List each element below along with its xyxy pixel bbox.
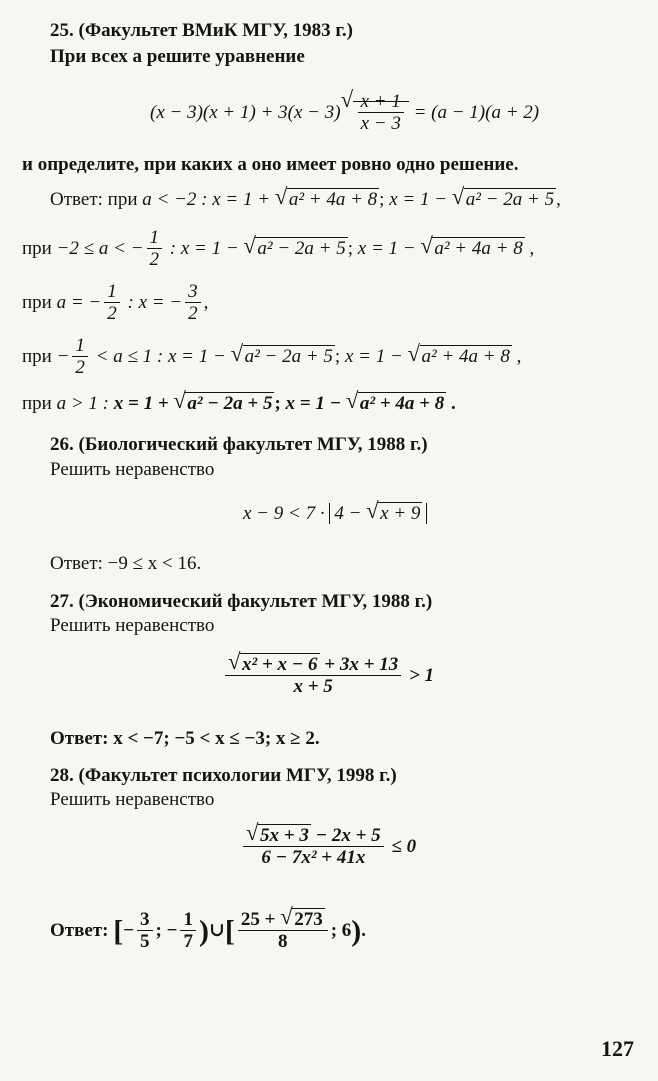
problem-25-equation — [150, 92, 539, 135]
page-number: 127 — [601, 1036, 634, 1061]
answer-condition: a < −2 : — [142, 189, 208, 210]
ineq26-lhs: x − 9 < 7 · — [243, 503, 330, 524]
answer-fraction: $\frac{1}{2}$ — [72, 336, 88, 379]
problem-28-answer: Ответ: [− $\frac{3}{5}$ ; − $\frac{1}{7}$ )∪[ $\frac{25 + √ 273}{8}$ ; 6). — [50, 910, 366, 953]
answer-condition-end: : — [165, 237, 177, 259]
answer-x2: x = 1 − — [344, 345, 408, 367]
answer-sqrt-1: √ a² − 2a + 5 — [243, 238, 347, 260]
answer-sep: ; — [334, 345, 345, 367]
answer-end: , — [511, 345, 522, 367]
answer-fraction: $\frac{1}{2}$ — [147, 228, 163, 271]
p25-answer-line-1 — [50, 189, 561, 211]
eq25-sqrt — [341, 92, 409, 135]
answer-mid: : x = − — [122, 291, 183, 313]
problem-27-heading: 27. (Экономический факультет МГУ, 1988 г.) — [50, 591, 433, 612]
ineq28-relation: ≤ 0 — [386, 835, 417, 857]
answer-end: , — [203, 291, 209, 313]
problem-25-heading: 25. (Факультет ВМиК МГУ, 1983 г.) — [50, 20, 353, 41]
answer-sqrt-2: √ a² − 2a + 5 — [452, 189, 556, 211]
problem-26-task: Решить неравенство — [50, 459, 215, 480]
p25-answer-line-4 — [22, 336, 521, 379]
answer-x2: x = 1 − — [389, 189, 452, 210]
answer-fraction-2: $\frac{1}{7}$ — [180, 910, 196, 953]
answer-end: , — [556, 189, 561, 210]
eq25-lhs: (x − 3)(x + 1) + 3(x − 3) — [150, 101, 341, 123]
ineq26-abs: 4 − √ x + 9 — [329, 503, 427, 524]
ineq28-fraction: √ $\frac{5x + 3 - 2x + 5}{\text{6 − 7x² + 41x}}$ — [243, 826, 384, 869]
answer-label: Ответ: — [50, 189, 103, 210]
answer-condition: a = − — [56, 291, 102, 313]
problem-28-inequality — [240, 826, 416, 869]
answer-fraction-1: $\frac{3}{5}$ — [137, 910, 153, 953]
answer-x2: x = 1 − — [285, 393, 346, 414]
problem-26-inequality — [243, 503, 427, 525]
left-bracket: [ — [113, 914, 124, 948]
answer-prefix: при — [22, 237, 52, 259]
eq25-sqrt-num: √ x + 1 — [358, 92, 404, 113]
answer-prefix: при — [22, 393, 52, 414]
answer-sep: ; — [274, 393, 286, 414]
problem-28-task: Решить неравенство — [50, 789, 215, 810]
answer-sqrt-1: √ a² + 4a + 8 — [275, 189, 379, 211]
problem-26-answer: Ответ: −9 ≤ x < 16. — [50, 553, 202, 574]
answer-fraction-3: $\frac{25 + √ 273}{8}$ — [238, 910, 328, 953]
answer-x2: x = 1 − — [357, 237, 421, 259]
problem-26-heading: 26. (Биологический факультет МГУ, 1988 г.) — [50, 434, 428, 455]
problem-27-answer: Ответ: x < −7; −5 < x ≤ −3; x ≥ 2. — [50, 728, 320, 749]
answer-sqrt-2: √ a² + 4a + 8 — [420, 238, 524, 260]
answer-x1: x = 1 + — [212, 189, 275, 210]
p25-answer-line-3 — [22, 282, 208, 325]
union-sign: ∪ — [208, 919, 225, 941]
answer-end: , — [524, 237, 535, 259]
answer-fraction-2: $\frac{3}{2}$ — [185, 282, 201, 325]
right-paren: ) — [198, 914, 209, 948]
answer-condition: a > 1 : — [56, 393, 114, 414]
problem-28-heading: 28. (Факультет психологии МГУ, 1998 г.) — [50, 765, 397, 786]
answer-mid: < a ≤ 1 : — [90, 345, 168, 367]
answer-sep: ; — [379, 189, 390, 210]
answer-x1: x = 1 + — [113, 393, 174, 414]
eq25-rhs: = (a − 1)(a + 2) — [408, 101, 540, 123]
answer-sqrt-2: √ a² + 4a + 8 — [408, 346, 512, 368]
answer-fraction-1: $\frac{1}{2}$ — [104, 282, 120, 325]
answer-sqrt-1: √ a² − 2a + 5 — [173, 393, 274, 415]
problem-25-continuation: и определите, при каких a оно имеет ровно одно решение. — [22, 154, 519, 175]
left-bracket-2: [ — [224, 914, 235, 948]
answer-condition: − — [56, 345, 70, 367]
ineq27-relation: > 1 — [404, 664, 435, 686]
answer-label: Ответ: — [50, 919, 109, 941]
answer-sqrt-1: √ a² − 2a + 5 — [231, 346, 335, 368]
answer-sqrt-2: √ a² + 4a + 8 — [346, 393, 446, 415]
problem-25-task: При всех a решите уравнение — [50, 46, 305, 67]
answer-sep: ; — [347, 237, 358, 259]
ineq27-fraction: √ $\frac{\text{x² + x − 6 + 3x + 13}}{x + 5}$ — [225, 655, 401, 698]
p25-answer-line-2 — [22, 228, 534, 271]
problem-27-task: Решить неравенство — [50, 615, 215, 636]
p25-answer-line-5 — [22, 393, 456, 415]
answer-end: . — [446, 393, 456, 414]
answer-prefix: при — [22, 345, 52, 367]
right-paren-2: ) — [351, 914, 362, 948]
problem-27-inequality — [222, 655, 434, 698]
eq25-sqrt-den: x − 3 — [360, 113, 401, 134]
answer-x1: x = 1 − — [180, 237, 244, 259]
answer-x1: x = 1 − — [168, 345, 231, 367]
answer-condition: −2 ≤ a < − — [56, 237, 144, 259]
answer-prefix: при — [107, 189, 138, 210]
answer-prefix: при — [22, 291, 52, 313]
